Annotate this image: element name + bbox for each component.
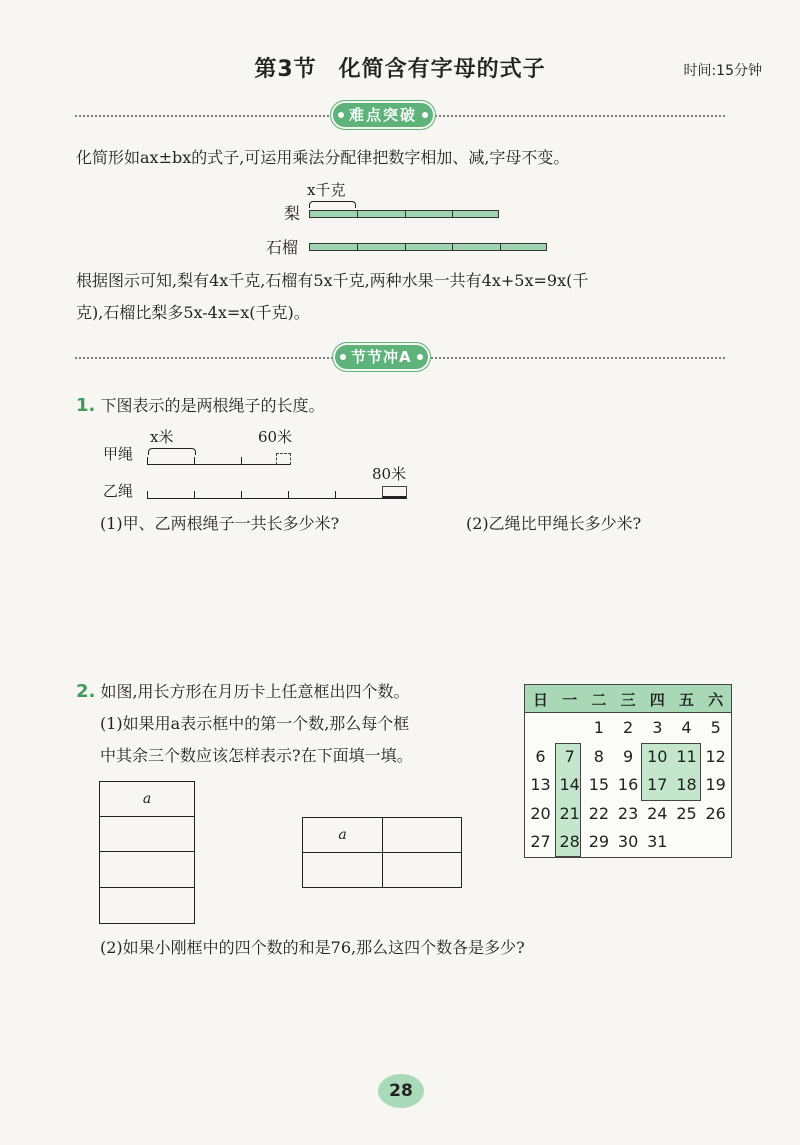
pomegranate-bar-divider [500,243,501,251]
rope-tick [194,491,195,499]
rope-tick [241,457,242,465]
rope-a-extra-label: 60米 [258,428,293,446]
question-2-text: 如图,用长方形在月历卡上任意框出四个数。 [100,682,410,701]
calendar-day: 22 [588,803,610,823]
pear-label: 梨 [284,204,301,223]
calendar-weekday: 三 [620,691,636,709]
calendar-day: 31 [647,832,668,851]
section-number: 第3节 [254,57,317,82]
tip-explain-line-2: 克),石榴比梨多5x-4x=x(千克)。 [76,303,310,322]
question-2-number: 2. [76,681,96,702]
fill-cell-blank[interactable] [100,852,195,888]
pomegranate-bar-divider [452,243,453,251]
calendar-weekday: 日 [532,691,548,709]
rope-b-label: 乙绳 [103,482,134,500]
calendar-day: 17 [647,775,668,794]
question-1-part-2: (2)乙绳比甲绳长多少米? [466,514,642,533]
rope-tick [335,491,336,499]
calendar-day: 13 [530,775,551,794]
calendar-day: 28 [559,832,580,851]
calendar-day: 30 [617,832,639,851]
page-number: 28 [378,1074,424,1108]
rope-unit-label: x米 [150,428,174,446]
pomegranate-label: 石榴 [266,238,299,257]
section-title: 化简含有字母的式子 [338,57,546,82]
calendar-card [524,684,732,858]
calendar-day: 23 [617,803,639,823]
fill-cell-a: a [100,782,195,817]
calendar-weekday: 六 [708,691,724,709]
fill-cell-blank[interactable] [100,888,195,924]
calendar-day: 19 [705,775,726,794]
fill-box-vertical [99,781,195,924]
fill-cell-blank[interactable] [303,853,383,888]
calendar-weekday: 四 [649,691,665,709]
rope-b-extra-label: 80米 [372,465,407,483]
pear-bar-divider [405,210,406,218]
question-2-part-1-line-1: (1)如果用a表示框中的第一个数,那么每个框 [100,714,410,733]
pomegranate-bar [309,243,547,251]
pear-bar [309,210,499,218]
calendar-day: 18 [676,775,697,794]
calendar-day: 15 [588,775,610,794]
rope-a [147,452,291,465]
calendar-day: 9 [623,746,634,766]
calendar-day: 12 [705,746,726,766]
calendar-day: 3 [652,718,663,737]
diagram-unit-label: x千克 [307,181,346,199]
rope-tick [288,491,289,499]
calendar-day: 4 [681,718,692,737]
calendar-day: 6 [535,746,546,766]
rope-tick [241,491,242,499]
calendar-weekday: 二 [591,691,607,709]
rope-a-label: 甲绳 [103,445,134,463]
tip-line-1: 化简形如ax±bx的式子,可运用乘法分配律把数字相加、减,字母不变。 [76,148,570,167]
calendar-day: 5 [710,718,721,737]
pear-bar-divider [452,210,453,218]
pear-bar-divider [357,210,358,218]
calendar-day: 21 [559,803,580,823]
question-1-number: 1. [76,395,96,416]
fill-cell-blank[interactable] [383,818,462,853]
question-2-part-1-line-2: 中其余三个数应该怎样表示?在下面填一填。 [100,746,413,765]
question-1-text: 下图表示的是两根绳子的长度。 [100,396,325,415]
rope-tick [147,457,148,465]
rope-tick [194,457,195,465]
calendar-weekday: 一 [562,691,578,709]
calendar-day: 25 [676,803,697,823]
question-1 [76,396,324,416]
rope-tick [147,491,148,499]
pomegranate-bar-divider [357,243,358,251]
calendar-weekday: 五 [678,691,694,709]
page-title [0,52,800,83]
calendar-day: 27 [530,832,551,851]
calendar-day: 11 [676,746,697,766]
pomegranate-bar-divider [405,243,406,251]
fill-cell-blank[interactable] [383,853,462,888]
calendar-day: 16 [617,775,639,794]
badge-practice: 节节冲A [335,345,428,369]
question-2-part-2: (2)如果小刚框中的四个数的和是76,那么这四个数各是多少? [100,938,525,957]
calendar-day: 7 [564,746,575,766]
calendar-day: 1 [593,718,604,737]
calendar-day: 10 [647,746,668,766]
diagram-unit-brace [309,201,356,208]
calendar-day: 24 [647,803,668,823]
calendar-day: 14 [559,775,580,794]
calendar-day: 29 [588,832,610,851]
fill-cell-blank[interactable] [100,817,195,852]
time-limit: 时间:15分钟 [683,63,762,79]
fill-box-square [302,817,462,888]
rope-b-extra-segment [382,486,407,499]
calendar-day: 20 [530,803,551,823]
rope-a-extra-segment [276,453,291,465]
badge-difficulty: 难点突破 [333,103,433,127]
calendar-day: 8 [593,746,604,766]
rope-b [147,486,407,499]
calendar-day: 26 [705,803,726,823]
question-2 [76,682,410,702]
fill-cell-a: a [303,818,383,853]
tip-explain-line-1: 根据图示可知,梨有4x千克,石榴有5x千克,两种水果一共有4x+5x=9x(千 [76,271,589,290]
question-1-part-1: (1)甲、乙两根绳子一共长多少米? [100,514,340,533]
calendar-day: 2 [623,718,634,737]
